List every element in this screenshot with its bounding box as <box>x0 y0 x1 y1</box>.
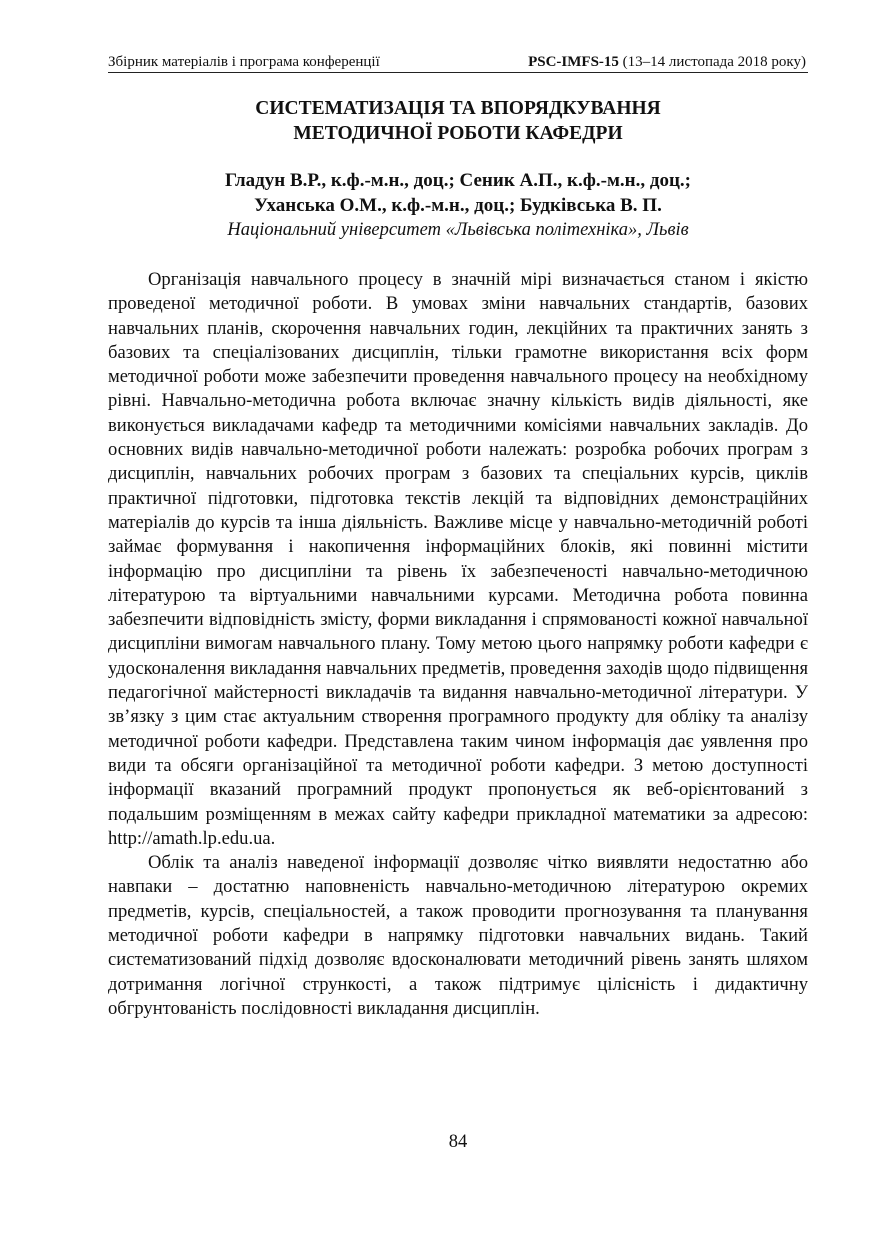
author-list-line-1: Гладун В.Р., к.ф.-м.н., доц.; Сеник А.П., к.ф.-м.н., доц.; <box>225 170 691 191</box>
header-conference-info <box>528 52 806 72</box>
paragraph-1: Організація навчального процесу в значній мірі визначається станом і якістю проведеної методичної роботи. В умовах зміни навчальних стандартів, базових навчальних планів, скорочення навчальних годин, лекційних та практичних занять з базових та спеціалізованих дисциплін, тільки грамотне використання всіх форм методичної роботи може забезпечити проведення навчального процесу на необхідному рівні. Навчально-методична робота включає значну кількість видів діяльності, яке виконується викладачами кафедр та методичними комісіями навчальних закладів. До основних видів навчально-методичної роботи належать: розробка робочих програм з дисциплін, навчальних робочих програм з базових та спеціальних курсів, циклів практичної підготовки, підготовка текстів лекцій та відповідних демонстраційних матеріалів до курсів та інша діяльність. Важливе місце у навчально-методичній роботі займає формування і накопичення інформаційних блоків, які повинні містити інформацію про дисципліни та рівень їх забезпеченості навчально-методичною літературою та віртуальними навчальними курсами. Методична робота повинна забезпечити відповідність змісту, форми викладання і спрямованості кожної навчальної дисципліни вимогам навчального плану. Тому метою цього напрямку роботи кафедри є удосконалення викладання навчальних предметів, проведення заходів щодо підвищення педагогічної майстерності викладачів та видання навчально-методичної літератури. У зв’язку з цим стає актуальним створення програмного продукту для обліку та аналізу методичної роботи кафедри. Представлена таким чином інформація дає уявлення про види та обсяги організаційної та методичної роботи кафедри. З метою доступності інформації вказаний програмний продукт пропонується як веб-орієнтований з подальшим розміщенням в межах сайту кафедри прикладної математики за адресою: http://amath.lp.edu.ua. <box>108 269 808 849</box>
header-conference-code: PSC-IMFS-15 <box>528 54 619 70</box>
paper-title-line-1: СИСТЕМАТИЗАЦІЯ ТА ВПОРЯДКУВАННЯ <box>255 98 661 119</box>
author-list-line-2: Уханська О.М., к.ф.-м.н., доц.; Будківська В. П. <box>254 195 662 216</box>
paper-title <box>108 96 808 146</box>
author-list <box>108 168 808 218</box>
affiliation: Національний університет «Львівська політехніка», Львів <box>227 220 689 240</box>
running-header <box>108 52 808 73</box>
paragraph-2: Облік та аналіз наведеної інформації дозволяє чітко виявляти недостатню або навпаки – достатню наповненість навчально-методичною літературою окремих предметів, курсів, спеціальностей, а також проводити прогнозування та планування методичної роботи кафедри в напрямку підготовки навчальних видань. Такий систематизований підхід дозволяє вдосконалювати методичний рівень занять шляхом дотримання логічної стрункості, а також підтримує цілісність і дидактичну обгрунтованість послідовності викладання дисциплін. <box>108 852 808 1019</box>
header-collection-title: Збірник матеріалів і програма конференції <box>108 54 380 70</box>
page-number: 84 <box>448 1132 468 1152</box>
body-text <box>108 268 808 1021</box>
paper-title-line-2: МЕТОДИЧНОЇ РОБОТИ КАФЕДРИ <box>293 123 623 144</box>
header-conference-date: (13–14 листопада 2018 року) <box>622 54 806 70</box>
